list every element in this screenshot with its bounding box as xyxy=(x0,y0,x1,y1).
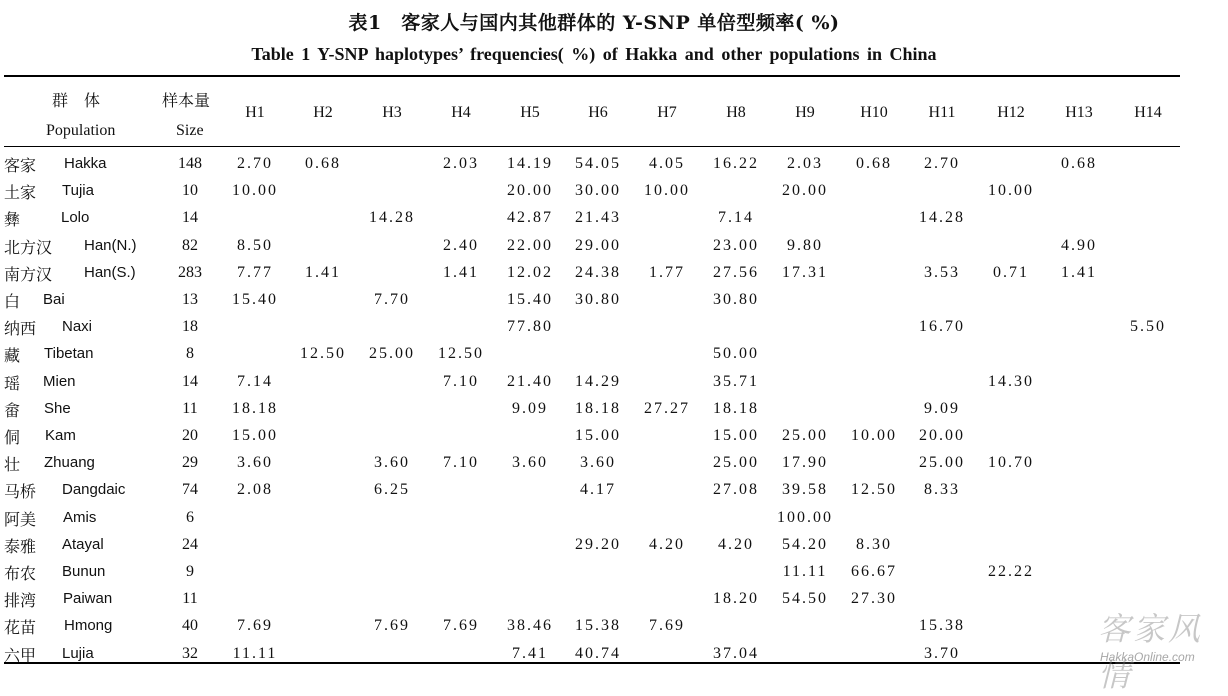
frequency-cell-h11: 15.38 xyxy=(919,617,965,635)
frequency-cell-h6: 15.38 xyxy=(575,617,621,635)
sample-size: 10 xyxy=(182,182,198,200)
population-name-cn: 北方汉 xyxy=(4,237,53,257)
frequency-cell-h1: 11.11 xyxy=(232,644,278,662)
table-row xyxy=(0,531,1228,558)
frequency-cell-h5: 14.19 xyxy=(507,155,553,172)
population-name-cn: 彝 xyxy=(4,210,21,230)
frequency-cell-h11: 2.70 xyxy=(924,155,960,172)
frequency-cell-h3: 25.00 xyxy=(369,345,415,363)
population-name-en: Kam xyxy=(45,427,76,444)
frequency-cell-h5: 22.00 xyxy=(507,236,553,254)
frequency-cell-h8: 18.20 xyxy=(713,590,759,608)
frequency-cell-h2: 1.41 xyxy=(305,263,341,281)
frequency-cell-h12: 14.30 xyxy=(988,372,1034,390)
frequency-cell-h4: 7.10 xyxy=(443,454,479,472)
population-name-cn: 泰雅 xyxy=(4,536,37,556)
frequency-cell-h10: 10.00 xyxy=(851,427,897,444)
frequency-cell-h11: 16.70 xyxy=(919,318,965,336)
population-name-cn: 排湾 xyxy=(4,591,37,611)
header-col-h3: H3 xyxy=(382,104,402,121)
frequency-cell-h7: 10.00 xyxy=(644,182,690,200)
table-row xyxy=(0,232,1228,259)
population-name-cn: 壮 xyxy=(4,455,21,475)
frequency-cell-h8: 7.14 xyxy=(718,209,754,227)
frequency-cell-h9: 100.00 xyxy=(777,508,833,526)
sample-size: 6 xyxy=(186,508,194,526)
population-name-cn: 阿美 xyxy=(4,509,37,529)
frequency-cell-h5: 42.87 xyxy=(507,209,553,227)
frequency-cell-h7: 1.77 xyxy=(649,263,685,281)
table-row xyxy=(0,286,1228,313)
header-population-en: Population xyxy=(46,122,116,139)
frequency-cell-h13: 1.41 xyxy=(1061,263,1097,281)
frequency-cell-h7: 4.05 xyxy=(649,155,685,172)
table-row xyxy=(0,476,1228,503)
frequency-cell-h9: 9.80 xyxy=(787,236,823,254)
frequency-cell-h1: 7.69 xyxy=(237,617,273,635)
frequency-cell-h4: 1.41 xyxy=(443,263,479,281)
sample-size: 11 xyxy=(182,399,198,417)
frequency-cell-h8: 15.00 xyxy=(713,427,759,444)
frequency-cell-h13: 4.90 xyxy=(1061,236,1097,254)
sample-size: 82 xyxy=(182,236,198,254)
frequency-cell-h6: 14.29 xyxy=(575,372,621,390)
frequency-cell-h11: 3.70 xyxy=(924,644,960,662)
frequency-cell-h1: 2.70 xyxy=(237,155,273,172)
population-name-cn: 畲 xyxy=(4,400,21,420)
frequency-cell-h3: 3.60 xyxy=(374,454,410,472)
frequency-cell-h5: 20.00 xyxy=(507,182,553,200)
frequency-cell-h8: 27.56 xyxy=(713,263,759,281)
sample-size: 20 xyxy=(182,427,198,444)
table-header-rule xyxy=(4,146,1180,147)
frequency-cell-h6: 3.60 xyxy=(580,454,616,472)
frequency-cell-h6: 18.18 xyxy=(575,399,621,417)
frequency-cell-h6: 29.20 xyxy=(575,535,621,553)
header-col-h1: H1 xyxy=(245,104,265,121)
frequency-cell-h9: 39.58 xyxy=(782,481,828,499)
frequency-cell-h1: 15.40 xyxy=(232,291,278,308)
header-size-cn: 样本量 xyxy=(162,91,211,110)
frequency-cell-h11: 20.00 xyxy=(919,427,965,444)
header-col-h14: H14 xyxy=(1134,104,1162,121)
population-name-cn: 瑶 xyxy=(4,373,21,393)
frequency-cell-h12: 10.00 xyxy=(988,182,1034,200)
frequency-cell-h4: 12.50 xyxy=(438,345,484,363)
frequency-cell-h5: 3.60 xyxy=(512,454,548,472)
population-name-en: Naxi xyxy=(62,318,93,336)
frequency-cell-h1: 15.00 xyxy=(232,427,278,444)
frequency-cell-h11: 8.33 xyxy=(924,481,960,499)
frequency-cell-h9: 2.03 xyxy=(787,155,823,172)
population-name-en: Mien xyxy=(43,372,76,390)
table-row xyxy=(0,504,1228,531)
population-name-cn: 南方汉 xyxy=(4,264,53,284)
table-row xyxy=(0,640,1228,667)
frequency-cell-h1: 10.00 xyxy=(232,182,278,200)
frequency-cell-h1: 3.60 xyxy=(237,454,273,472)
sample-size: 14 xyxy=(182,372,198,390)
frequency-cell-h6: 21.43 xyxy=(575,209,621,227)
frequency-cell-h4: 7.10 xyxy=(443,372,479,390)
frequency-cell-h3: 7.70 xyxy=(374,291,410,308)
population-name-cn: 土家 xyxy=(4,183,37,203)
frequency-cell-h7: 7.69 xyxy=(649,617,685,635)
table-title-english: Table 1 Y-SNP haplotypes’ frequencies( %) of Hakka and other populations in China xyxy=(251,44,937,64)
frequency-cell-h9: 25.00 xyxy=(782,427,828,444)
table-row xyxy=(0,612,1228,639)
population-name-en: She xyxy=(44,399,71,417)
header-size-en: Size xyxy=(176,122,204,139)
header-col-h10: H10 xyxy=(860,104,888,121)
population-name-cn: 侗 xyxy=(4,428,21,447)
population-name-cn: 白 xyxy=(4,292,21,311)
frequency-cell-h8: 16.22 xyxy=(713,155,759,172)
frequency-cell-h11: 25.00 xyxy=(919,454,965,472)
frequency-cell-h10: 27.30 xyxy=(851,590,897,608)
frequency-cell-h1: 8.50 xyxy=(237,236,273,254)
sample-size: 8 xyxy=(186,345,194,363)
frequency-cell-h9: 54.50 xyxy=(782,590,828,608)
header-col-h9: H9 xyxy=(795,104,815,121)
table-top-rule xyxy=(4,75,1180,77)
frequency-cell-h8: 30.80 xyxy=(713,291,759,308)
frequency-cell-h6: 24.38 xyxy=(575,263,621,281)
frequency-cell-h6: 4.17 xyxy=(580,481,616,499)
frequency-cell-h5: 38.46 xyxy=(507,617,553,635)
population-name-en: Lujia xyxy=(62,644,94,662)
frequency-cell-h8: 23.00 xyxy=(713,236,759,254)
population-name-en: Bunun xyxy=(62,563,106,580)
population-name-en: Amis xyxy=(63,508,97,526)
frequency-cell-h8: 25.00 xyxy=(713,454,759,472)
sample-size: 13 xyxy=(182,291,198,308)
frequency-cell-h6: 29.00 xyxy=(575,236,621,254)
sample-size: 9 xyxy=(186,563,194,580)
population-name-cn: 藏 xyxy=(4,346,21,366)
population-name-en: Paiwan xyxy=(63,590,113,608)
table-title-chinese: 表1 客家人与国内其他群体的 Y-SNP 单倍型频率( %) xyxy=(348,12,840,34)
frequency-cell-h10: 0.68 xyxy=(856,155,892,172)
frequency-cell-h12: 22.22 xyxy=(988,563,1034,580)
frequency-cell-h5: 7.41 xyxy=(512,644,548,662)
frequency-cell-h11: 14.28 xyxy=(919,209,965,227)
table-row xyxy=(0,449,1228,476)
header-col-h13: H13 xyxy=(1065,104,1093,121)
table-row xyxy=(0,558,1228,585)
sample-size: 14 xyxy=(182,209,198,227)
frequency-cell-h5: 9.09 xyxy=(512,399,548,417)
frequency-cell-h3: 7.69 xyxy=(374,617,410,635)
sample-size: 18 xyxy=(182,318,198,336)
table-row xyxy=(0,368,1228,395)
population-name-en: Bai xyxy=(43,291,65,308)
frequency-cell-h10: 12.50 xyxy=(851,481,897,499)
frequency-cell-h6: 30.00 xyxy=(575,182,621,200)
frequency-cell-h9: 54.20 xyxy=(782,535,828,553)
frequency-cell-h8: 37.04 xyxy=(713,644,759,662)
frequency-cell-h9: 20.00 xyxy=(782,182,828,200)
frequency-cell-h8: 18.18 xyxy=(713,399,759,417)
frequency-cell-h6: 15.00 xyxy=(575,427,621,444)
frequency-cell-h4: 7.69 xyxy=(443,617,479,635)
population-name-en: Zhuang xyxy=(44,454,95,472)
frequency-cell-h3: 6.25 xyxy=(374,481,410,499)
frequency-cell-h1: 7.14 xyxy=(237,372,273,390)
sample-size: 40 xyxy=(182,617,198,635)
frequency-cell-h1: 2.08 xyxy=(237,481,273,499)
population-name-cn: 客家 xyxy=(4,156,37,175)
table-row xyxy=(0,204,1228,231)
sample-size: 29 xyxy=(182,454,198,472)
frequency-cell-h2: 0.68 xyxy=(305,155,341,172)
population-name-en: Hakka xyxy=(64,155,107,172)
frequency-cell-h5: 21.40 xyxy=(507,372,553,390)
frequency-cell-h8: 4.20 xyxy=(718,535,754,553)
population-name-cn: 纳西 xyxy=(4,319,37,339)
table-row xyxy=(0,313,1228,340)
population-name-en: Hmong xyxy=(64,617,113,635)
frequency-cell-h9: 11.11 xyxy=(782,563,828,580)
frequency-cell-h1: 18.18 xyxy=(232,399,278,417)
sample-size: 74 xyxy=(182,481,198,499)
frequency-cell-h12: 0.71 xyxy=(993,263,1029,281)
frequency-cell-h6: 40.74 xyxy=(575,644,621,662)
header-col-h12: H12 xyxy=(997,104,1025,121)
frequency-cell-h2: 12.50 xyxy=(300,345,346,363)
frequency-cell-h8: 35.71 xyxy=(713,372,759,390)
population-name-en: Han(S.) xyxy=(84,263,136,281)
frequency-cell-h10: 8.30 xyxy=(856,535,892,553)
population-name-cn: 六甲 xyxy=(4,645,37,665)
table-row xyxy=(0,422,1228,449)
frequency-cell-h5: 15.40 xyxy=(507,291,553,308)
sample-size: 11 xyxy=(182,590,198,608)
frequency-cell-h4: 2.40 xyxy=(443,236,479,254)
frequency-cell-h6: 30.80 xyxy=(575,291,621,308)
header-col-h2: H2 xyxy=(313,104,333,121)
frequency-cell-h12: 10.70 xyxy=(988,454,1034,472)
population-name-cn: 马桥 xyxy=(4,482,37,502)
table-row xyxy=(0,340,1228,367)
header-col-h5: H5 xyxy=(520,104,540,121)
header-col-h11: H11 xyxy=(928,104,956,121)
table-row xyxy=(0,259,1228,286)
frequency-cell-h11: 3.53 xyxy=(924,263,960,281)
population-name-cn: 花苗 xyxy=(4,618,37,638)
frequency-cell-h4: 2.03 xyxy=(443,155,479,172)
header-population-cn: 群 体 xyxy=(52,91,101,110)
frequency-cell-h10: 66.67 xyxy=(851,563,897,580)
frequency-cell-h5: 77.80 xyxy=(507,318,553,336)
table-row xyxy=(0,395,1228,422)
frequency-cell-h7: 4.20 xyxy=(649,535,685,553)
header-col-h6: H6 xyxy=(588,104,608,121)
population-name-cn: 布农 xyxy=(4,564,37,583)
sample-size: 32 xyxy=(182,644,198,662)
population-name-en: Dangdaic xyxy=(62,481,126,499)
sample-size: 283 xyxy=(178,263,202,281)
watermark-logo: 客家风情 xyxy=(1098,610,1204,694)
table-row xyxy=(0,177,1228,204)
table-row xyxy=(0,150,1228,177)
frequency-cell-h8: 27.08 xyxy=(713,481,759,499)
header-col-h7: H7 xyxy=(657,104,677,121)
population-name-en: Tibetan xyxy=(44,345,94,363)
frequency-cell-h9: 17.31 xyxy=(782,263,828,281)
frequency-cell-h11: 9.09 xyxy=(924,399,960,417)
frequency-cell-h5: 12.02 xyxy=(507,263,553,281)
watermark-url: HakkaOnline.com xyxy=(1100,650,1195,664)
frequency-cell-h3: 14.28 xyxy=(369,209,415,227)
frequency-cell-h7: 27.27 xyxy=(644,399,690,417)
frequency-cell-h13: 0.68 xyxy=(1061,155,1097,172)
frequency-cell-h6: 54.05 xyxy=(575,155,621,172)
header-col-h4: H4 xyxy=(451,104,471,121)
population-name-en: Tujia xyxy=(62,182,94,200)
frequency-cell-h1: 7.77 xyxy=(237,263,273,281)
population-name-en: Han(N.) xyxy=(84,236,137,254)
frequency-cell-h9: 17.90 xyxy=(782,454,828,472)
sample-size: 24 xyxy=(182,535,198,553)
header-col-h8: H8 xyxy=(726,104,746,121)
frequency-cell-h14: 5.50 xyxy=(1130,318,1166,336)
sample-size: 148 xyxy=(178,155,202,172)
population-name-en: Atayal xyxy=(62,535,104,553)
population-name-en: Lolo xyxy=(61,209,90,227)
frequency-cell-h8: 50.00 xyxy=(713,345,759,363)
table-row xyxy=(0,585,1228,612)
